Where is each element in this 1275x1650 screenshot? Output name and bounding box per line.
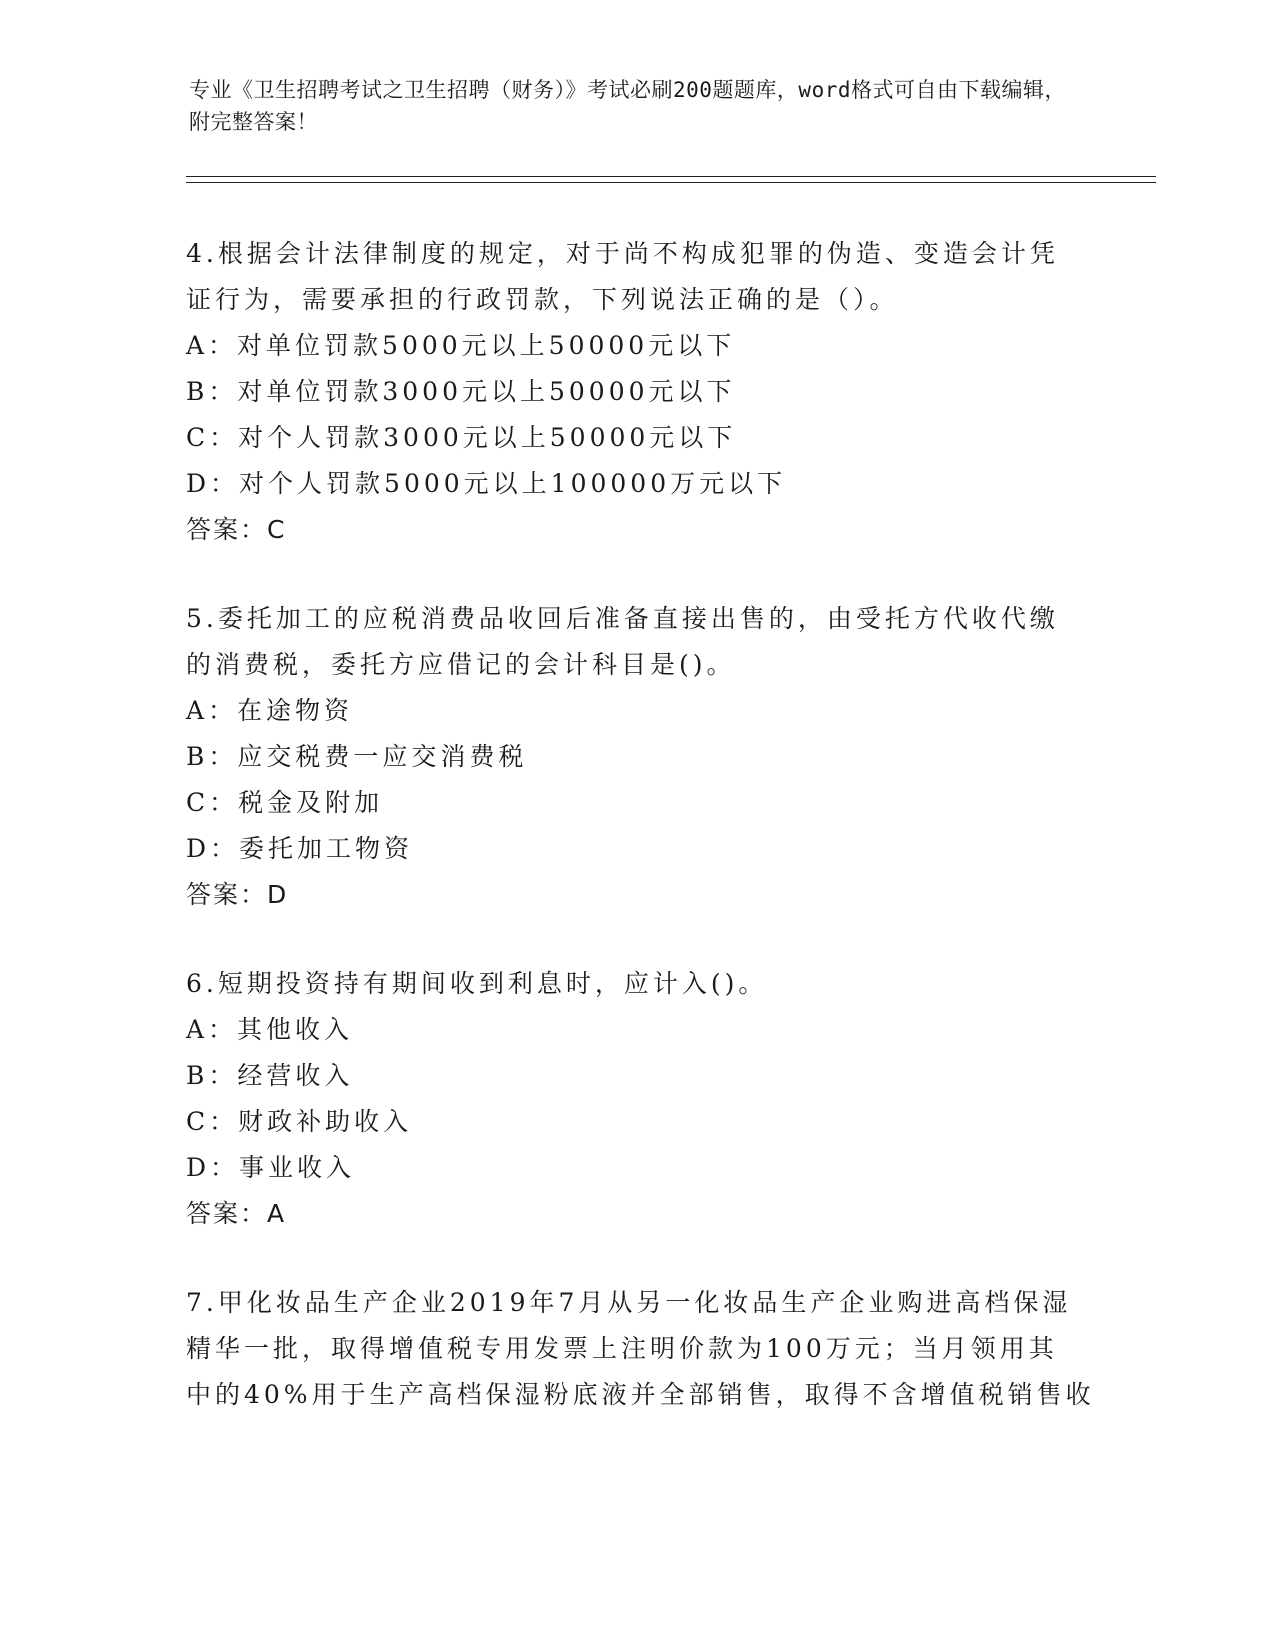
option-a: A：在途物资 — [186, 696, 354, 725]
question-stem: 7.甲化妆品生产企业2019年7月从另一化妆品生产企业购进高档保湿 — [186, 1288, 1072, 1317]
question-6 — [186, 961, 1086, 1237]
answer-line: 答案：D — [186, 880, 289, 909]
answer-line: 答案：A — [186, 1199, 287, 1228]
answer-line: 答案：C — [186, 515, 287, 544]
question-4 — [186, 231, 1086, 553]
option-b: B：对单位罚款3000元以上50000元以下 — [186, 377, 736, 406]
question-stem: 精华一批，取得增值税专用发票上注明价款为100万元；当月领用其 — [186, 1334, 1058, 1363]
option-a: A：对单位罚款5000元以上50000元以下 — [186, 331, 736, 360]
question-stem: 6.短期投资持有期间收到利息时，应计入()。 — [186, 969, 768, 998]
option-d: D：委托加工物资 — [186, 834, 414, 863]
question-stem: 中的40%用于生产高档保湿粉底液并全部销售，取得不含增值税销售收 — [186, 1380, 1095, 1409]
question-stem: 的消费税，委托方应借记的会计科目是()。 — [186, 650, 736, 679]
option-b: B：应交税费一应交消费税 — [186, 742, 528, 771]
document-header: 专业《卫生招聘考试之卫生招聘（财务）》考试必刷200题题库，word格式可自由下载编辑，附完整答案！ — [189, 78, 1066, 134]
question-list — [186, 231, 1095, 1461]
question-stem: 证行为，需要承担的行政罚款，下列说法正确的是（）。 — [186, 285, 899, 314]
header-divider-bottom — [186, 182, 1156, 183]
question-7 — [186, 1280, 1095, 1418]
option-d: D：对个人罚款5000元以上100000万元以下 — [186, 469, 787, 498]
option-d: D：事业收入 — [186, 1153, 356, 1182]
option-b: B：经营收入 — [186, 1061, 354, 1090]
question-stem: 4.根据会计法律制度的规定，对于尚不构成犯罪的伪造、变造会计凭 — [186, 239, 1059, 268]
question-5 — [186, 596, 1086, 918]
option-a: A：其他收入 — [186, 1015, 354, 1044]
option-c: C：税金及附加 — [186, 788, 384, 817]
question-stem: 5.委托加工的应税消费品收回后准备直接出售的，由受托方代收代缴 — [186, 604, 1059, 633]
header-divider-top — [186, 176, 1156, 177]
option-c: C：财政补助收入 — [186, 1107, 413, 1136]
option-c: C：对个人罚款3000元以上50000元以下 — [186, 423, 737, 452]
